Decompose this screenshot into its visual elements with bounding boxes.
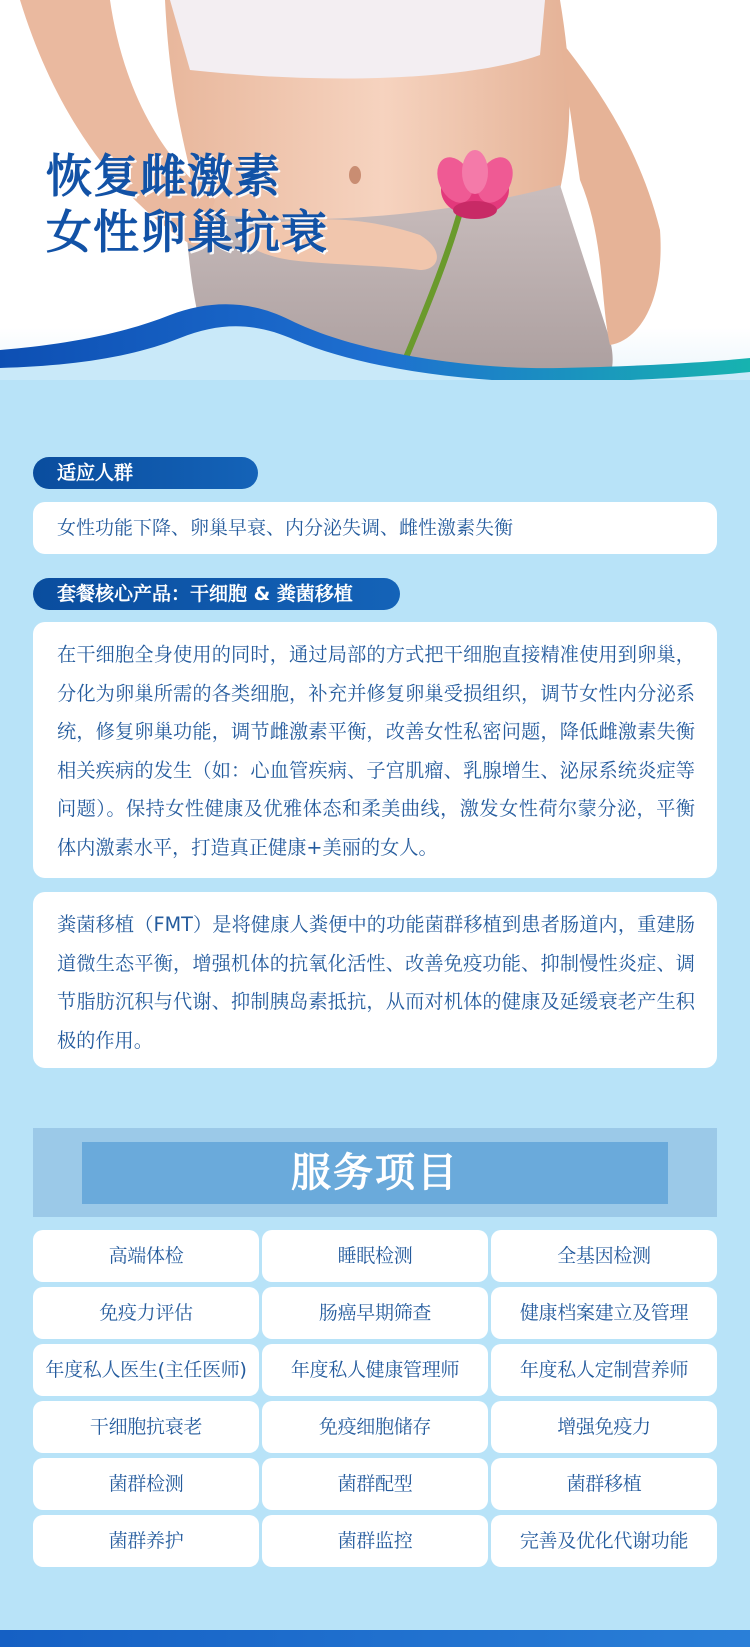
service-item: 菌群监控: [262, 1515, 488, 1567]
hero-title: [46, 148, 328, 260]
service-item: 菌群移植: [491, 1458, 717, 1510]
service-item: 年度私人医生(主任医师): [33, 1344, 259, 1396]
hero-wave: [0, 300, 750, 420]
section-tag-target-group: 适应人群: [33, 457, 258, 489]
service-item: 全基因检测: [491, 1230, 717, 1282]
service-item: 免疫细胞储存: [262, 1401, 488, 1453]
services-title: 服务项目: [82, 1142, 668, 1204]
service-item: 肠癌早期筛查: [262, 1287, 488, 1339]
hero-title-line1: 恢复雌激素: [46, 149, 281, 203]
fmt-paragraph: 粪菌移植（FMT）是将健康人粪便中的功能菌群移植到患者肠道内，重建肠道微生态平衡，增强机体的抗氧化活性、改善免疫功能、抑制慢性炎症、调节脂肪沉积与代谢、抑制胰岛素抵抗，从而对机体的健康及延缓衰老产生积极的作用。: [57, 913, 695, 1052]
target-group-text: 女性功能下降、卵巢早衰、内分泌失调、雌性激素失衡: [57, 517, 514, 539]
service-item: 菌群配型: [262, 1458, 488, 1510]
service-item: 睡眠检测: [262, 1230, 488, 1282]
service-item: 菌群检测: [33, 1458, 259, 1510]
services-grid: [33, 1230, 717, 1567]
stem-cell-card: [33, 622, 717, 878]
bottom-bar: [0, 1630, 750, 1647]
service-item: 年度私人健康管理师: [262, 1344, 488, 1396]
fmt-card: [33, 892, 717, 1068]
service-item: 年度私人定制营养师: [491, 1344, 717, 1396]
services-header: [33, 1128, 717, 1217]
stem-cell-paragraph: 在干细胞全身使用的同时，通过局部的方式把干细胞直接精准使用到卵巢，分化为卵巢所需的各类细胞，补充并修复卵巢受损组织，调节女性内分泌系统，修复卵巢功能，调节雌激素平衡，改善女性私密问题，降低雌激素失衡相关疾病的发生（如：心血管疾病、子宫肌瘤、乳腺增生、泌尿系统炎症等问题）。保持女性健康及优雅体态和柔美曲线，激发女性荷尔蒙分泌，平衡体内激素水平，打造真正健康+美丽的女人。: [57, 643, 695, 859]
hero-banner: [0, 0, 750, 420]
hero-title-line2: 女性卵巢抗衰: [46, 205, 328, 259]
service-item: 增强免疫力: [491, 1401, 717, 1453]
service-item: 高端体检: [33, 1230, 259, 1282]
service-item: 菌群养护: [33, 1515, 259, 1567]
service-item: 免疫力评估: [33, 1287, 259, 1339]
target-group-card: [33, 502, 717, 554]
service-item: 完善及优化代谢功能: [491, 1515, 717, 1567]
service-item: 健康档案建立及管理: [491, 1287, 717, 1339]
service-item: 干细胞抗衰老: [33, 1401, 259, 1453]
section-tag-core-products: 套餐核心产品：干细胞 & 粪菌移植: [33, 578, 400, 610]
